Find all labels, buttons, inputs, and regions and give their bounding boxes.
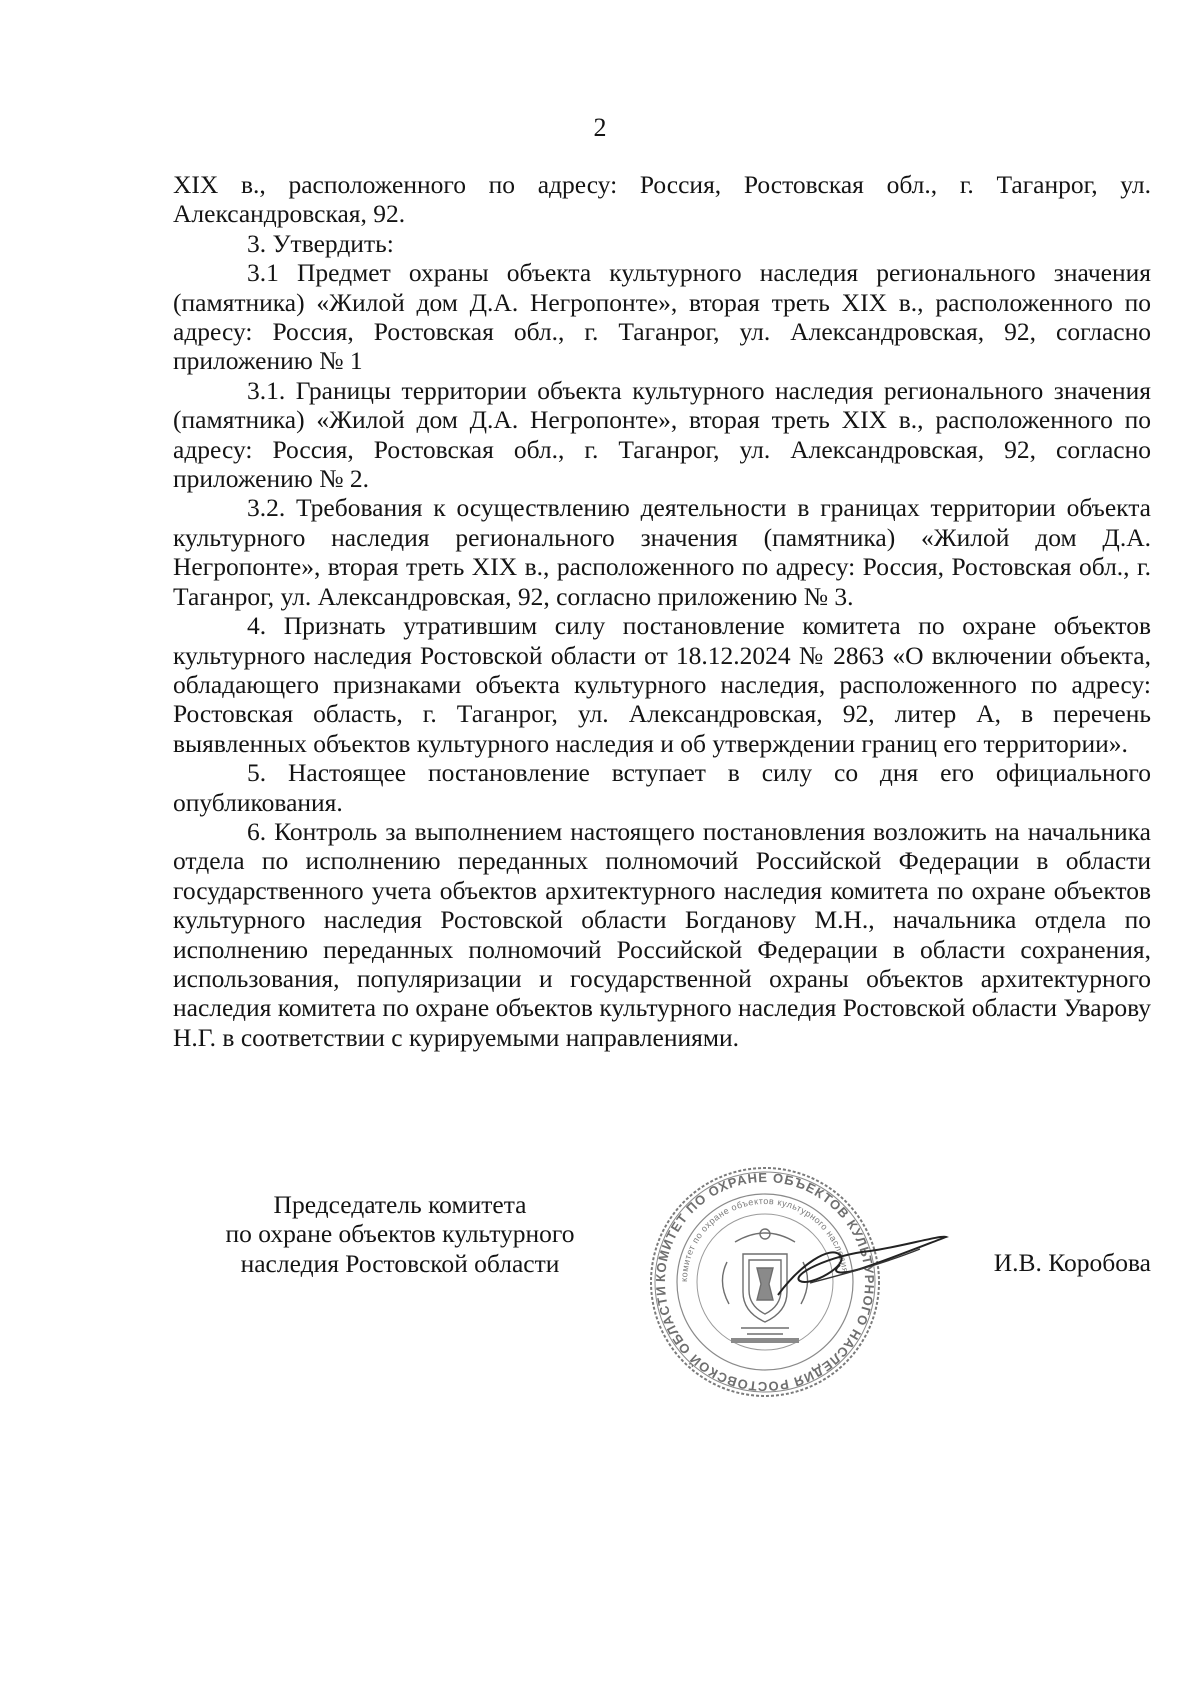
- signer-title: [190, 1190, 610, 1278]
- page-number: 2: [593, 113, 607, 142]
- signer-name: И.В. Коробова: [993, 1248, 1151, 1277]
- paragraph-item-3: 3. Утвердить:: [247, 228, 394, 258]
- signer-title-line: Председатель комитета: [273, 1190, 527, 1219]
- document-body: [173, 170, 1151, 1052]
- handwritten-signature-icon: [770, 1225, 950, 1305]
- signer-title-line: наследия Ростовской области: [240, 1248, 560, 1278]
- signature-block: [0, 1169, 1200, 1410]
- paragraph-item-3-2: 3.2. Требования к осуществлению деятельности в границах территории объекта культурного наследия регионального значения (памятника) «Жилой дом Д.А. Негропонте», вторая треть XIX в., расположенного по адресу: Россия, Ростовская обл., г. Таганрог, ул. Александровская, 92, согласно приложению № 3.: [173, 493, 1151, 611]
- svg-text:комитет по охране объектов кул: комитет по охране объектов культурного наследия: [678, 1195, 851, 1283]
- svg-text:КОМИТЕТ ПО ОХРАНЕ ОБЪЕКТОВ КУЛ: КОМИТЕТ ПО ОХРАНЕ ОБЪЕКТОВ КУЛЬТУРНОГО НАСЛЕДИЯ РОСТОВСКОЙ ОБЛАСТИ: [652, 1169, 878, 1395]
- paragraph-item-4: 4. Признать утратившим силу постановление комитета по охране объектов культурного наследия Ростовской области от 18.12.2024 № 2863 «О включении объекта, обладающего признаками объекта культурного наследия, расположенного по адресу: Ростовская область, г. Таганрог, ул. Александровская, 92, литер А, в перечень выявленных объектов культурного наследия и об утверждении границ его территории».: [173, 611, 1151, 758]
- paragraph-item-3-1-boundaries: 3.1. Границы территории объекта культурного наследия регионального значения (памятника) «Жилой дом Д.А. Негропонте», вторая треть XIX в., расположенного по адресу: Россия, Ростовская обл., г. Таганрог, ул. Александровская, 92, согласно приложению № 2.: [173, 375, 1151, 494]
- paragraph-item-3-1-subject: 3.1 Предмет охраны объекта культурного наследия регионального значения (памятника) «Жилой дом Д.А. Негропонте», вторая треть XIX в., расположенного по адресу: Россия, Ростовская обл., г. Таганрог, ул. Александровская, 92, согласно приложению № 1: [173, 258, 1151, 376]
- signer-title-line: по охране объектов культурного: [225, 1219, 575, 1249]
- paragraph-continuation: XIX в., расположенного по адресу: Россия, Ростовская обл., г. Таганрог, ул. Александровская, 92.: [173, 170, 1151, 229]
- paragraph-item-5: 5. Настоящее постановление вступает в силу со дня его официального опубликования.: [173, 758, 1151, 817]
- paragraph-item-6: 6. Контроль за выполнением настоящего постановления возложить на начальника отдела по исполнению переданных полномочий Российской Федерации в области государственного учета объектов архитектурного наследия комитета по охране объектов культурного наследия Ростовской области Богданову М.Н., начальника отдела по исполнению переданных полномочий Российской Федерации в области сохранения, использования, популяризации и государственной охраны объектов архитектурного наследия комитета по охране объектов культурного наследия Ростовской области Уварову Н.Г. в соответствии с курируемыми направлениями.: [173, 816, 1151, 1052]
